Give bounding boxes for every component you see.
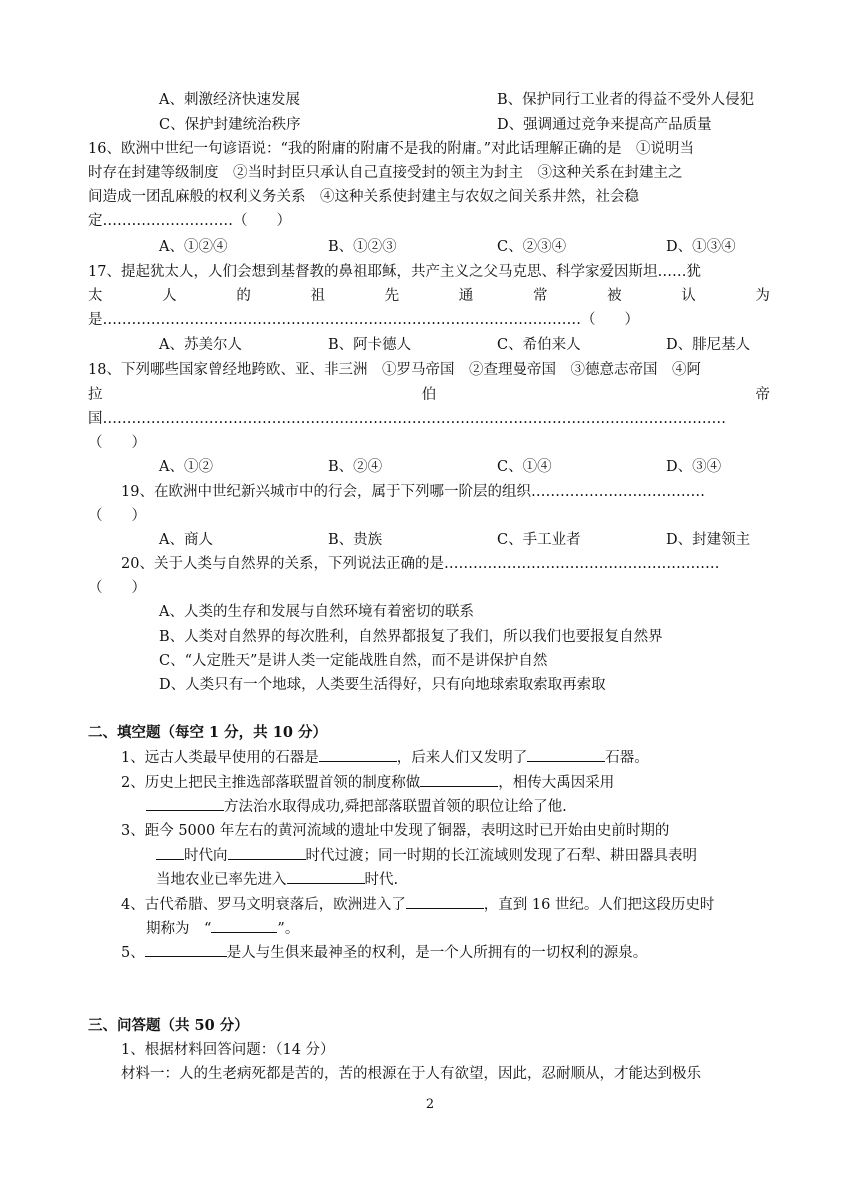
- fill-question-3: 3、距今 5000 年左右的黄河流域的遗址中发现了铜器，表明这时已开始由史前时期的: [121, 823, 670, 839]
- q19-option-a: A、商人: [159, 532, 213, 548]
- answer-blank[interactable]: [319, 746, 397, 762]
- q15-option-d: D、强调通过竞争来提高产品质量: [497, 117, 712, 133]
- q17-word: 的: [236, 288, 251, 304]
- q16-line-4: 定………………………（ ）: [88, 213, 291, 229]
- q16-line-2: 时存在封建等级制度 ②当时封臣只承认自己直接受封的领主为封主 ③这种关系在封建主之: [88, 165, 683, 181]
- q18-word: 拉: [88, 387, 103, 403]
- q19-option-d: D、封建领主: [666, 532, 751, 548]
- fill-question-1: 1、远古人类最早使用的石器是 ，后来人们又发明了 石器。: [121, 746, 649, 768]
- q16-option-b: B、①②③: [328, 239, 397, 255]
- q20-option-d: D、人类只有一个地球，人类要生活得好，只有向地球索取索取再索取: [159, 677, 606, 693]
- q18-word: 伯: [421, 387, 437, 403]
- q17-line-1: 17、提起犹太人，人们会想到基督教的鼻祖耶稣，共产主义之父马克思、科学家爱因斯坦……犹: [88, 264, 701, 280]
- q20-line-2: （ ）: [88, 580, 146, 596]
- q19-line-2: （ ）: [88, 508, 146, 524]
- q20-option-b: B、人类对自然界的每次胜利，自然界都报复了我们，所以我们也要报复自然界: [159, 629, 663, 645]
- answer-blank[interactable]: [211, 917, 277, 933]
- answer-blank[interactable]: [145, 941, 227, 957]
- fill-question-3-cont: 时代向 时代过渡；同一时期的长江流域则发现了石犁、耕田器具表明: [156, 844, 697, 866]
- q17-word: 常: [532, 288, 548, 304]
- q16-line-3: 间造成一团乱麻般的权利义务关系 ④这种关系使封建主与农奴之间关系井然，社会稳: [88, 189, 639, 205]
- q19-line-1: 19、在欧洲中世纪新兴城市中的行会，属于下列哪一阶层的组织………………………………: [121, 484, 705, 500]
- essay-question-1: 1、根据材料回答问题：（14 分）: [121, 1042, 335, 1058]
- q17-word: 认: [681, 288, 696, 304]
- q18-line-4: （ ）: [88, 435, 146, 451]
- q17-word: 为: [755, 288, 770, 304]
- q20-line-1: 20、关于人类与自然界的关系，下列说法正确的是…………………………………………………: [121, 556, 720, 572]
- q17-word: 祖: [310, 288, 325, 304]
- section-2-title: 二、填空题（每空 1 分，共 10 分）: [88, 724, 327, 741]
- q17-word: 通: [458, 288, 474, 304]
- q18-option-c: C、①④: [497, 459, 552, 475]
- q17-option-b: B、阿卡德人: [328, 337, 412, 353]
- q15-option-a: A、刺激经济快速发展: [159, 92, 300, 108]
- q19-option-b: B、贵族: [328, 532, 383, 548]
- q18-line-3: 国…………………………………………………………………………………………………………………: [88, 411, 726, 427]
- q18-line-2: [88, 384, 770, 406]
- answer-blank[interactable]: [146, 795, 224, 811]
- q15-option-b: B、保护同行工业者的得益不受外人侵犯: [497, 92, 755, 108]
- fill-question-4-cont: 期称为 “ ”。: [146, 917, 299, 939]
- q17-line-3: 是………………………………………………………………………………………（ ）: [88, 312, 639, 328]
- q17-option-c: C、希伯来人: [497, 337, 581, 353]
- q16-option-c: C、②③④: [497, 239, 567, 255]
- q18-word: 帝: [755, 387, 770, 403]
- fill-question-5: 5、 是人与生俱来最神圣的权利，是一个人所拥有的一切权利的源泉。: [121, 941, 647, 963]
- answer-blank[interactable]: [228, 844, 306, 860]
- answer-blank[interactable]: [420, 771, 498, 787]
- q15-option-c: C、保护封建统治秩序: [159, 117, 301, 133]
- fill-question-2-cont: 方法治水取得成功,舜把部落联盟首领的职位让给了他.: [146, 795, 567, 817]
- q19-option-c: C、手工业者: [497, 532, 581, 548]
- material-1: 材料一：人的生老病死都是苦的，苦的根源在于人有欲望，因此，忍耐顺从，才能达到极乐: [121, 1066, 701, 1082]
- q18-option-d: D、③④: [666, 459, 722, 475]
- q20-option-a: A、人类的生存和发展与自然环境有着密切的联系: [159, 604, 474, 620]
- q17-word: 人: [162, 288, 177, 304]
- q18-option-b: B、②④: [328, 459, 383, 475]
- q18-line-1: 18、下列哪些国家曾经地跨欧、亚、非三洲 ①罗马帝国 ②查理曼帝国 ③德意志帝国 ④阿: [88, 362, 701, 378]
- answer-blank[interactable]: [406, 893, 484, 909]
- q17-option-d: D、腓尼基人: [666, 337, 751, 353]
- q17-word: 先: [384, 288, 400, 304]
- q17-word: 太: [88, 288, 103, 304]
- answer-blank[interactable]: [287, 868, 365, 884]
- fill-question-4: 4、古代希腊、罗马文明衰落后，欧洲进入了 ，直到 16 世纪。人们把这段历史时: [121, 893, 714, 915]
- q20-option-c: C、“人定胜天”是讲人类一定能战胜自然，而不是讲保护自然: [159, 653, 548, 669]
- q16-line-1: 16、欧洲中世纪一句谚语说：“我的附庸的附庸不是我的附庸。”对此话理解正确的是 ①说明当: [88, 141, 695, 157]
- page-number: 2: [425, 1097, 435, 1112]
- q17-line-2: [88, 285, 770, 307]
- q16-option-d: D、①③④: [666, 239, 736, 255]
- q18-option-a: A、①②: [159, 459, 213, 475]
- answer-blank[interactable]: [527, 746, 605, 762]
- section-3-title: 三、问答题（共 50 分）: [88, 1017, 249, 1034]
- q17-word: 被: [607, 288, 622, 304]
- q16-option-a: A、①②④: [159, 239, 228, 255]
- fill-question-2: 2、历史上把民主推选部落联盟首领的制度称做 ，相传大禹因采用: [121, 771, 614, 793]
- fill-question-3-cont2: 当地农业已率先进入 时代.: [156, 868, 398, 890]
- q17-option-a: A、苏美尔人: [159, 337, 242, 353]
- answer-blank[interactable]: [156, 844, 184, 860]
